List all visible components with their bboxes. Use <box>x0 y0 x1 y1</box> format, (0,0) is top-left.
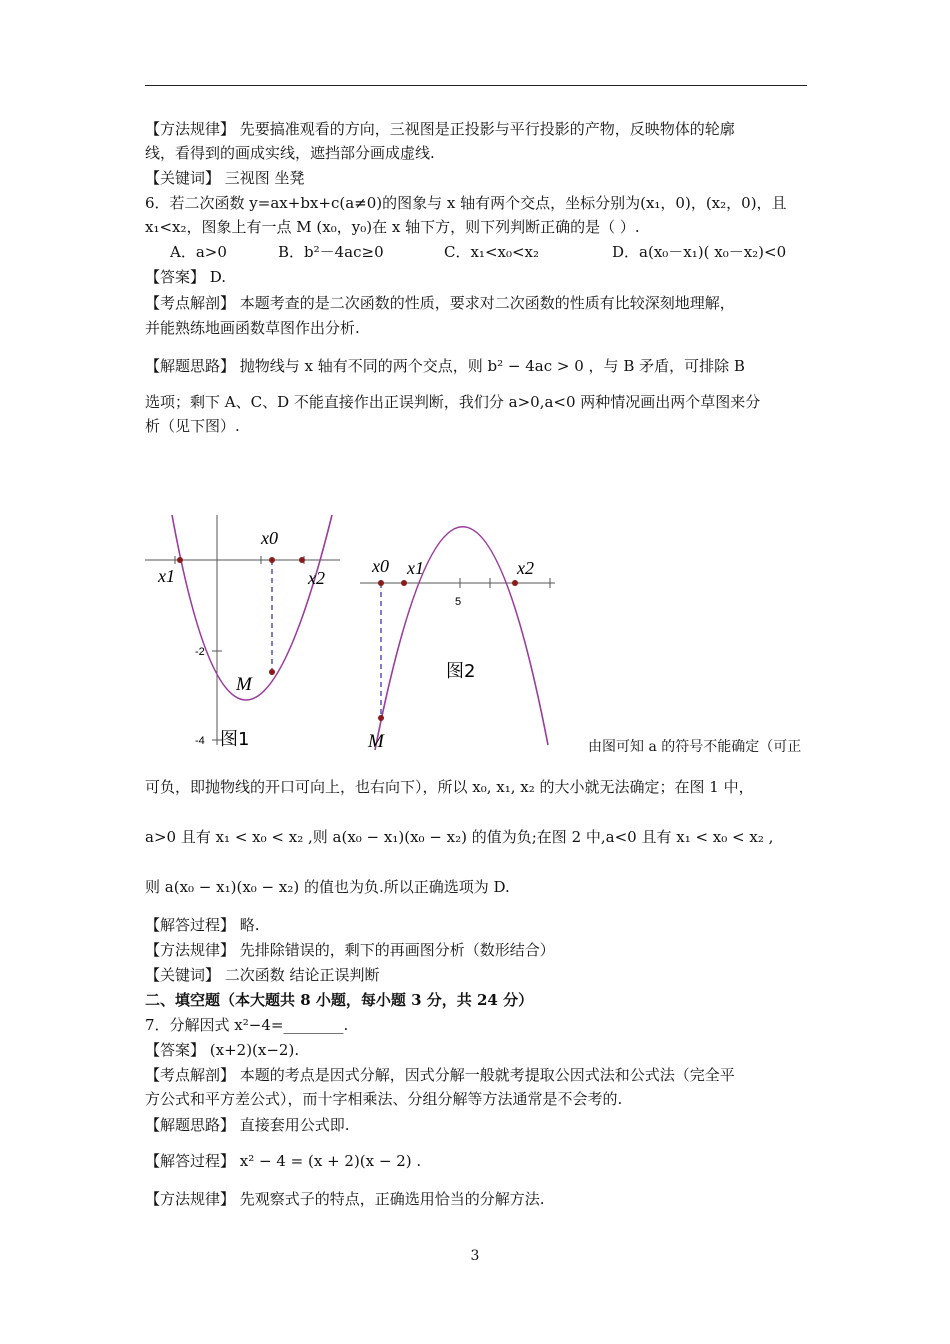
conclusion-line-4: 则 a(x₀ − x₁)(x₀ − x₂) 的值也为负.所以正确选项为 D. <box>145 878 510 896</box>
conclusion-line-1: 由图可知 a 的符号不能确定（可正 <box>588 739 802 755</box>
analysis-line-4: 方公式和平方差公式），而十字相乘法、分组分解等方法通常是不会考的. <box>145 1090 623 1108</box>
fig2-point-m <box>378 715 384 721</box>
question-6-line-2: x₁<x₂，图象上有一点 M (x₀，y₀)在 x 轴下方，则下列判断正确的是（ ）. <box>145 218 640 236</box>
figure-1 <box>145 515 340 750</box>
fig2-tick-label-5: 5 <box>455 596 462 608</box>
fig2-label-x2: x2 <box>517 558 534 578</box>
thinking-line-4: 【解题思路】 直接套用公式即. <box>145 1116 350 1134</box>
method-rule-line-3: 【方法规律】 先排除错误的，剩下的再画图分析（数形结合） <box>145 941 555 959</box>
fig1-caption: 图1 <box>220 729 250 750</box>
answer-line-2: 【答案】 (x+2)(x−2). <box>145 1041 300 1059</box>
analysis-line-2: 并能熟练地画函数草图作出分析. <box>145 319 360 337</box>
solution-process-line-2: 【解答过程】 x² − 4 = (x + 2)(x − 2) . <box>145 1152 422 1170</box>
fig1-label-m: M <box>236 674 252 695</box>
method-rule-line-2: 线，看得到的画成实线，遮挡部分画成虚线. <box>145 144 435 162</box>
section-2-heading: 二、填空题（本大题共 8 小题，每小题 3 分，共 24 分） <box>145 991 534 1009</box>
thinking-line-3: 析（见下图）. <box>145 417 240 435</box>
fig1-tick-label-neg2: -2 <box>195 646 205 658</box>
fig1-point-m <box>269 669 275 675</box>
fig1-parabola-curve <box>172 515 332 700</box>
option-a: A．a>0 <box>170 243 227 261</box>
conclusion-line-3: a>0 且有 x₁ < x₀ < x₂ ,则 a(x₀ − x₁)(x₀ − x₂) 的值为负;在图 2 中,a<0 且有 x₁ < x₀ < x₂ , <box>145 828 774 846</box>
question-7-line: 7．分解因式 x²−4=________. <box>145 1016 349 1034</box>
keywords-line-2: 【关键词】 二次函数 结论正误判断 <box>145 966 380 984</box>
keywords-line: 【关键词】 三视图 坐凳 <box>145 169 305 187</box>
thinking-line-1: 【解题思路】 抛物线与 x 轴有不同的两个交点，则 b² − 4ac > 0 ，与 B 矛盾，可排除 B <box>145 357 745 375</box>
option-d: D．a(x₀－x₁)( x₀－x₂)<0 <box>612 243 787 261</box>
analysis-line-3: 【考点解剖】 本题的考点是因式分解，因式分解一般就考提取公因式法和公式法（完全平 <box>145 1066 735 1084</box>
fig2-point-x1 <box>401 580 407 586</box>
fig1-point-x1 <box>177 557 183 563</box>
analysis-line-1: 【考点解剖】 本题考查的是二次函数的性质，要求对二次函数的性质有比较深刻地理解， <box>145 294 735 312</box>
option-c: C．x₁<x₀<x₂ <box>444 243 540 261</box>
fig2-point-x0 <box>378 580 384 586</box>
solution-process-line: 【解答过程】 略. <box>145 916 260 934</box>
fig2-label-m: M <box>368 731 384 752</box>
header-rule <box>145 85 807 86</box>
answer-line: 【答案】 D. <box>145 268 227 286</box>
fig1-label-x1: x1 <box>158 566 175 586</box>
option-b: B．b²－4ac≥0 <box>278 243 384 261</box>
method-rule-line-4: 【方法规律】 先观察式子的特点，正确选用恰当的分解方法. <box>145 1190 545 1208</box>
fig1-point-x0 <box>269 557 275 563</box>
fig2-caption: 图2 <box>446 661 476 682</box>
fig1-point-x2 <box>299 557 305 563</box>
fig1-tick-label-neg4: -4 <box>195 735 205 747</box>
figure-2 <box>360 527 555 752</box>
page-number: 3 <box>470 1248 480 1264</box>
method-rule-line-1: 【方法规律】 先要搞准观看的方向，三视图是正投影与平行投影的产物，反映物体的轮廓 <box>145 120 735 138</box>
thinking-line-2: 选项；剩下 A、C、D 不能直接作出正误判断，我们分 a>0,a<0 两种情况画出两个草图来分 <box>145 393 761 411</box>
question-6-line-1: 6．若二次函数 y=ax+bx+c(a≠0)的图象与 x 轴有两个交点，坐标分别为(x₁，0)，(x₂，0)，且 <box>145 194 787 212</box>
fig2-label-x0: x0 <box>372 556 389 576</box>
fig1-label-x2: x2 <box>308 568 325 588</box>
fig1-label-x0: x0 <box>261 528 278 548</box>
conclusion-line-2: 可负，即抛物线的开口可向上，也右向下），所以 x₀, x₁, x₂ 的大小就无法确定；在图 1 中， <box>145 778 754 796</box>
fig2-point-x2 <box>512 580 518 586</box>
fig2-label-x1: x1 <box>407 558 424 578</box>
parabola-figures <box>140 440 560 760</box>
